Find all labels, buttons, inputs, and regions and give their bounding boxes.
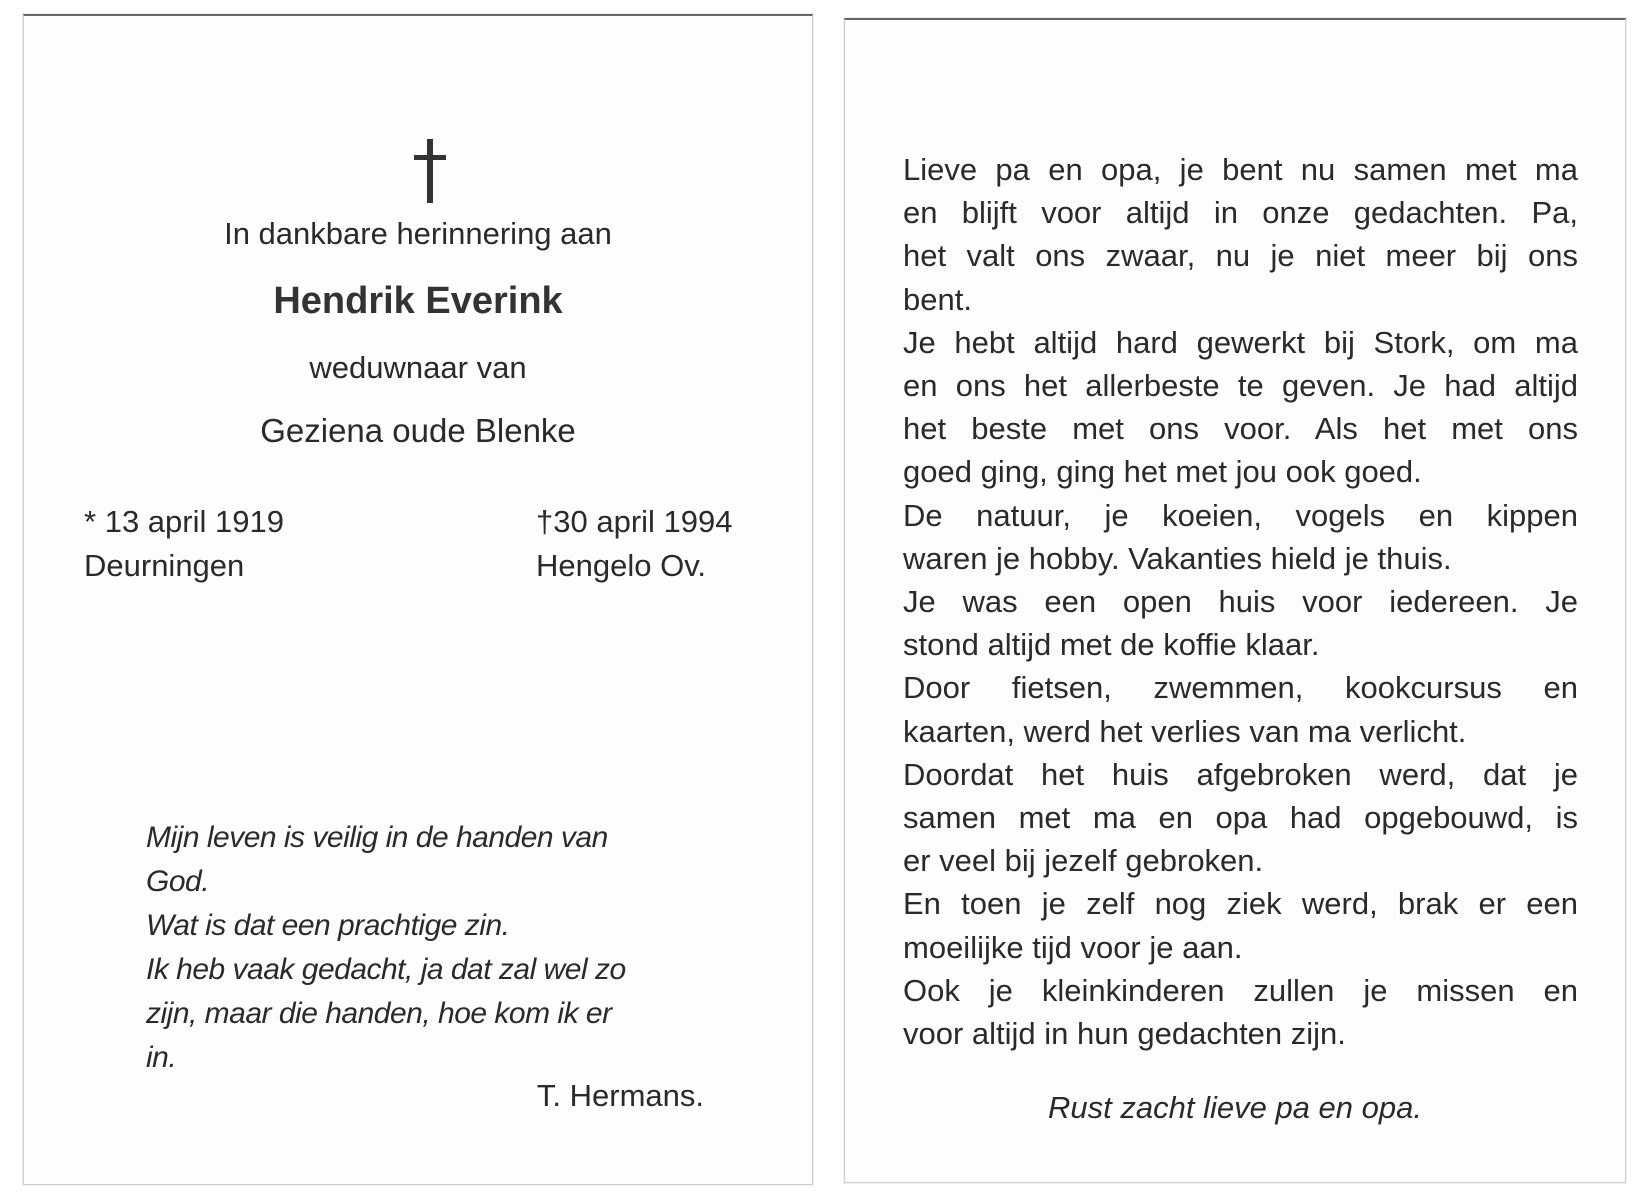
text-line: het beste met ons voor. Als het met ons — [903, 411, 1578, 447]
text-line: Je was een open huis voor iedereen. Je — [903, 584, 1578, 620]
birth-place: Deurningen — [84, 548, 245, 583]
tribute-text — [903, 148, 1578, 1055]
text-line: En toen je zelf nog ziek werd, brak er een — [903, 886, 1578, 922]
deceased-name: Hendrik Everink — [273, 280, 563, 322]
poem-line: God. — [146, 865, 210, 898]
death-date: †30 april 1994 — [536, 504, 733, 539]
text-line: waren je hobby. Vakanties hield je thuis. — [903, 540, 1452, 576]
death-place: Hengelo Ov. — [536, 548, 707, 583]
memorial-card-back — [844, 18, 1626, 1183]
text-line: stond altijd met de koffie klaar. — [903, 627, 1320, 663]
closing-line: Rust zacht lieve pa en opa. — [1048, 1090, 1422, 1125]
spouse-name: Geziena oude Blenke — [260, 412, 576, 449]
text-line: Ook je kleinkinderen zullen je missen en — [903, 972, 1578, 1008]
text-line: De natuur, je koeien, vogels en kippen — [903, 497, 1578, 533]
text-line: bent. — [903, 281, 972, 317]
poem-author: T. Hermans. — [536, 1078, 704, 1113]
text-line: goed ging, ging het met jou ook goed. — [903, 454, 1422, 490]
relation-text: weduwnaar van — [309, 350, 527, 385]
poem — [146, 816, 736, 1080]
text-line: samen met ma en opa had opgebouwd, is — [903, 800, 1578, 836]
text-line: Doordat het huis afgebroken werd, dat je — [903, 756, 1578, 792]
poem-line: Mijn leven is veilig in de handen van — [146, 821, 608, 854]
intro-text: In dankbare herinnering aan — [224, 216, 612, 251]
text-line: moeilijke tijd voor je aan. — [903, 929, 1243, 965]
text-line: Je hebt altijd hard gewerkt bij Stork, om ma — [903, 324, 1578, 360]
cross-icon — [410, 139, 450, 203]
text-line: kaarten, werd het verlies van ma verlicht. — [903, 713, 1467, 749]
text-line: en ons het allerbeste te geven. Je had altijd — [903, 368, 1578, 404]
poem-line: Ik heb vaak gedacht, ja dat zal wel zo — [146, 953, 626, 986]
text-line: en blijft voor altijd in onze gedachten. Pa, — [903, 195, 1578, 231]
text-line: voor altijd in hun gedachten zijn. — [903, 1016, 1346, 1052]
text-line: Lieve pa en opa, je bent nu samen met ma — [903, 152, 1578, 187]
text-line: Door fietsen, zwemmen, kookcursus en — [903, 670, 1578, 706]
birth-date: * 13 april 1919 — [84, 504, 284, 539]
text-line: het valt ons zwaar, nu je niet meer bij ons — [903, 238, 1578, 274]
poem-line: in. — [146, 1041, 177, 1074]
poem-line: Wat is dat een prachtige zin. — [146, 909, 510, 942]
poem-line: zijn, maar die handen, hoe kom ik er — [146, 997, 612, 1030]
memorial-card-front — [23, 14, 813, 1185]
text-line: er veel bij jezelf gebroken. — [903, 843, 1264, 879]
